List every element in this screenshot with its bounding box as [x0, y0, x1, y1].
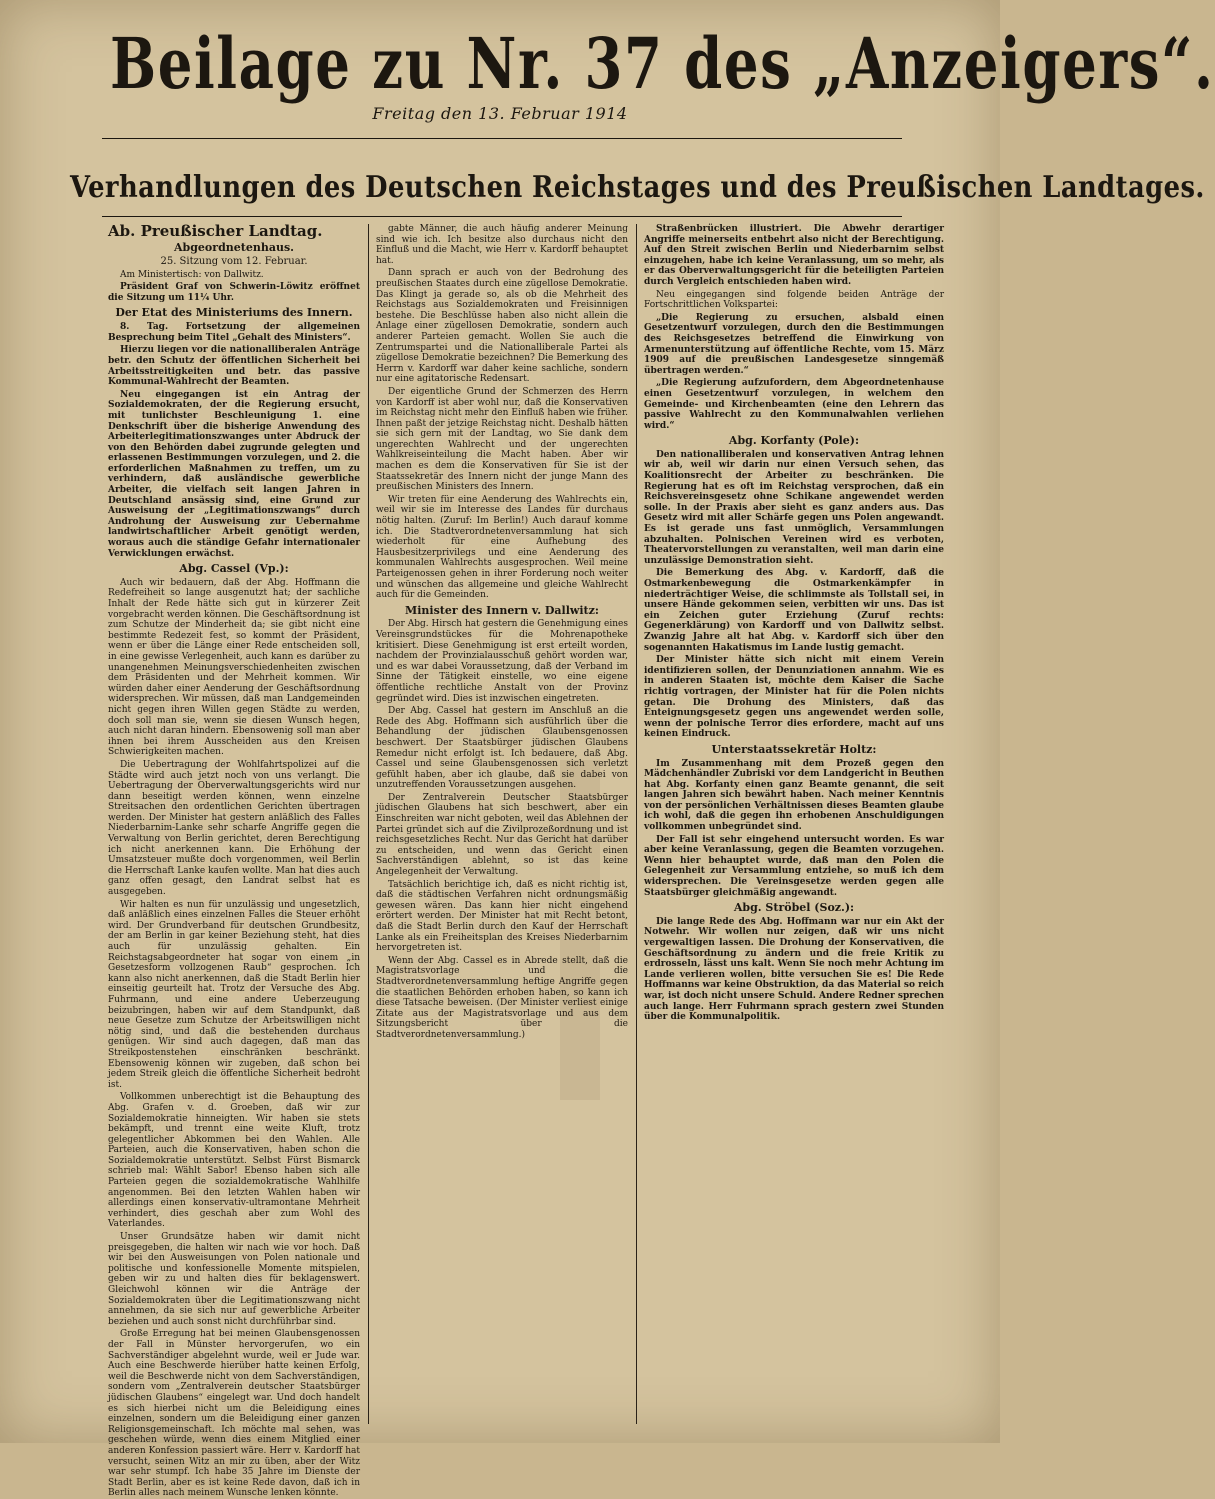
column-3 — [644, 224, 944, 1424]
column-1 — [108, 222, 360, 1499]
paragraph: Straßenbrücken illustriert. Die Abwehr derartiger Angriffe meinerseits entbehrt also nicht der Berechtigung. Auf den Streit zwischen Berlin und Niederbarnim selbst einzugehen, habe ich keine Veranlassung, um so mehr, als er das Oberverwaltungsgericht für die beteiligten Parteien durch Vergleich entschieden haben wird. — [644, 224, 944, 287]
speaker-heading: Abg. Cassel (Vp.): — [179, 562, 289, 576]
paragraph: „Die Regierung aufzufordern, dem Abgeordnetenhause einen Gesetzentwurf vorzulegen, in welchem den Gemeinde- und Kirchenbeamten (eine den Lehrern das passive Wahlrecht zu den Kommunalwahlen verliehen wird.“ — [644, 378, 944, 431]
paragraph: Wir halten es nun für unzulässig und ungesetzlich, daß anläßlich eines einzelnen Falles die Steuer erhöht wird. Der Grundverband für deutschen Grundbesitz, der am Berlin in gar keiner Beziehung steht, hat dies auch für unzulässig gehalten. Ein Reichstagsabgeordneter hat sogar von einem „in Gesetzesform vollzogenen Raub“ gesprochen. Ich kann also nicht anerkennen, daß die Stadt Berlin hier einseitig geurteilt hat. Trotz der Versuche des Abg. Fuhrmann, und eine andere Ueberzeugung beizubringen, haben wir auf dem Standpunkt, daß neue Gesetze zum Schutze der Arbeitswilligen nicht nötig sind, und daß die bestehenden durchaus genügen. Wir sind auch dagegen, daß man das Streikpostenstehen einschränken beschränkt. Ebensowenig können wir zugeben, daß schon bei jedem Streik gleich die öffentliche Sicherheit bedroht ist. — [108, 899, 360, 1090]
paragraph: Der Abg. Cassel hat gestern im Anschluß an die Rede des Abg. Hoffmann sich ausführlich über die Behandlung der jüdischen Glaubensgenossen beschwert. Der Staatsbürger jüdischen Glaubens Remedur nicht erfolgt ist. Ich bedauere, daß Abg. Cassel und seine Glaubensgenossen sich verletzt gefühlt haben, aber ich glaube, daß sie dabei von unzutreffenden Voraussetzungen ausgehen. — [376, 706, 628, 791]
column-divider — [368, 224, 369, 1424]
headline-rule — [102, 216, 902, 217]
paragraph: Dann sprach er auch von der Bedrohung des preußischen Staates durch eine zügellose Demokratie. Das Klingt ja gerade so, als ob die Mehrheit des Reichstags aus Sozialdemokraten und Freisinnigen bestehe. Die Beschlüsse haben also nicht allein die Anlage einer zügellosen Demokratie, sondern auch anderer Parteien gemacht. Wollen Sie auch die Zentrumspartei und die Nationalliberale Partei als zügellose Demokratie bezeichnen? Die Bemerkung des Herrn v. Kardorff war daher keine sachliche, sondern nur eine agitatorische Redensart. — [376, 268, 628, 385]
paragraph: Den nationalliberalen und konservativen Antrag lehnen wir ab, weil wir darin nur einen Versuch sehen, das Koalitionsrecht der Arbeiter zu beschränken. Die Regierung hat es oft im Reichstag versprochen, daß ein Reichsvereinsgesetz ohne Schikane angewendet werden solle. In der Praxis aber sieht es ganz anders aus. Das Gesetz wird mit aller Schärfe gegen uns Polen angewandt. Es ist gerade uns fast unmöglich, Versammlungen abzuhalten. Polnischen Vereinen wird es verboten, Theatervorstellungen zu veranstalten, weil man darin eine unzulässige Demonstration sieht. — [644, 449, 944, 566]
speaker-heading: Abg. Korfanty (Pole): — [728, 434, 860, 448]
paragraph: Hierzu liegen vor die nationalliberalen Anträge betr. den Schutz der öffentlichen Sicherheit bei Arbeitsstreitigkeiten und betr. das passive Kommunal-Wahlrecht der Beamten. — [108, 345, 360, 388]
ministers-line: Am Ministertisch: von Dallwitz. — [120, 269, 264, 280]
masthead-title: Beilage zu Nr. 37 des „Anzeigers“. — [110, 22, 1215, 105]
paragraph: Wenn der Abg. Cassel es in Abrede stellt, daß die Magistratsvorlage und die Stadtverordnetenversammlung heftige Angriffe gegen die staatlichen Behörden erhoben haben, so kann ich diese Tatsache beweisen. (Der Minister verliest einige Zitate aus der Magistratsvorlage und aus dem Sitzungsbericht über die Stadtverordnetenversammlung.) — [376, 955, 628, 1040]
paragraph: Der Zentralverein Deutscher Staatsbürger jüdischen Glaubens hat sich beschwert, aber ein Einschreiten war nicht geboten, weil das Ablehnen der Partei gründet sich auf die Zivilprozeßordnung und ist reichsgesetzliches Recht. Nur das Gericht hat darüber zu entscheiden, und wenn das Gericht einen Sachverständigen ablehnt, so ist das keine Angelegenheit der Verwaltung. — [376, 792, 628, 878]
page-headline: Verhandlungen des Deutschen Reichstages und des Preußischen Landtages. — [70, 170, 1205, 205]
paragraph: Im Zusammenhang mit dem Prozeß gegen den Mädchenhändler Zubriski vor dem Landgericht in Beuthen hat Abg. Korfanty einen ganz Beamte genannt, die seit langen Jahren sich bewährt haben. Nach meiner Kenntnis von der persönlichen Verhältnissen dieses Beamten glaube ich wohl, daß die gegen ihn erhobenen Anschuldigungen vollkommen unbegründet sind. — [644, 758, 944, 833]
paragraph: 8. Tag. Fortsetzung der allgemeinen Besprechung beim Titel „Gehalt des Ministers“. — [108, 322, 360, 343]
paragraph: Der eigentliche Grund der Schmerzen des Herrn von Kardorff ist aber wohl nur, daß die Konservativen im Reichstag nicht mehr den Einfluß haben wie früher. Ihnen paßt der jetzige Reichstag nicht. Deshalb hätten sie sich gern mit der Landtag, wo Sie dank dem ungerechten Wahlrecht und der ungerechten Wahlkreiseinteilung die Macht haben. Aber wir machen es dem die Konservativen für Sie ist der Staatssekretär des Innern nicht der junge Mann des preußischen Ministers des Innern. — [376, 386, 628, 493]
session-line: 25. Sitzung vom 12. Februar. — [160, 256, 308, 268]
paragraph: Auch wir bedauern, daß der Abg. Hoffmann die Redefreiheit so lange ausgenutzt hat; der sachliche Inhalt der Rede hätte sich gut in kürzerer Zeit vorgebracht werden können. Die Geschäftsordnung ist zum Schutze der Minderheit da; sie gibt nicht eine bestimmte Redezeit fest, so kommt der Präsident, wenn er über die Länge einer Rede entscheiden soll, in eine gewisse Verlegenheit, auch kann es darüber zu unangenehmen Meinungsverschiedenheiten zwischen dem Präsidenten und der Mehrheit kommen. Wir würden daher einer Aenderung der Geschäftsordnung widersprechen. Wir müssen, daß man Landgemeinden nicht gegen ihren Willen gegen Städte zu werden, doch soll man sie, wenn sie diesen Wunsch hegen, auch nicht daran hindern. Ebensowenig soll man aber ihnen bei ihrem Ausscheiden aus den Kreisen Schwierigkeiten machen. — [108, 577, 360, 758]
paragraph: Unser Grundsätze haben wir damit nicht preisgegeben, die halten wir nach wie vor hoch. Daß wir bei den Ausweisungen von Polen nationale und politische und konfessionelle Momente mitspielen, geben wir zu und halten dies für beklagenswert. Gleichwohl können wir die Anträge der Sozialdemokraten über die Legitimationszwang nicht annehmen, da sie sich nur auf gewerbliche Arbeiter beziehen und auch sonst nicht durchführbar sind. — [108, 1232, 360, 1327]
paragraph: Der Minister hätte sich nicht mit einem Verein identifizieren sollen, der Denunziationen annahm. Wie es in anderen Staaten ist, möchte dem Kaiser die Sache richtig vortragen, der Minister hat für die Polen nichts getan. Die Drohung des Ministers, daß das Enteignungsgesetz gegen uns angewendet werden solle, wenn der polnische Terror dies erfordere, macht auf uns keinen Eindruck. — [644, 655, 944, 740]
paragraph: Große Erregung hat bei meinen Glaubensgenossen der Fall in Münster hervorgerufen, wo ein Sachverständiger abgelehnt wurde, weil er Jude war. Auch eine Beschwerde hierüber hatte keinen Erfolg, weil die Beschwerde nicht von dem Sachverständigen, sondern vom „Zentralverein deutscher Staatsbürger jüdischen Glaubens“ eingelegt war. Und doch handelt es sich hierbei nicht um die Beleidigung eines einzelnen, sondern um die Beleidigung einer ganzen Religionsgemeinschaft. Ich möchte mal sehen, was geschehen würde, wenn dies einem Mitglied einer anderen Konfession passiert wäre. Herr v. Kardorff hat versucht, seinen Witz an mir zu üben, aber der Witz war sehr stumpf. Ich habe 35 Jahre im Dienste der Stadt Berlin, aber es ist keine Rede davon, daß ich in Berlin alles nach meinem Wunsche lenken könnte. — [108, 1329, 360, 1499]
section-title: Ab. Preußischer Landtag. — [108, 222, 323, 240]
paragraph: Neu eingegangen sind folgende beiden Anträge der Fortschrittlichen Volkspartei: — [644, 289, 944, 311]
speaker-heading: Unterstaatssekretär Holtz: — [711, 742, 877, 756]
paragraph: Vollkommen unberechtigt ist die Behauptung des Abg. Grafen v. d. Groeben, daß wir zur Sozialdemokratie hinneigten. Wir haben sie stets bekämpft, und trennt eine weite Kluft, trotz gelegentlicher Abkommen bei den Wahlen. Alle Parteien, auch die Konservativen, haben schon die Sozialdemokratie unterstützt. Selbst Fürst Bismarck schrieb mal: Wählt Sabor! Ebenso haben sich alle Parteien gegen die sozialdemokratische Wahlhilfe angenommen. Bei den letzten Wahlen haben wir allerdings einen konservativ-ultramontane Mehrheit verhindert, dies geschah aber zum Wohl des Vaterlandes. — [108, 1092, 360, 1230]
column-divider — [636, 224, 637, 1424]
paragraph: Tatsächlich berichtige ich, daß es nicht richtig ist, daß die städtischen Verfahren nicht ordnungsmäßig gewesen wären. Das kann hier nicht eingehend erörtert werden. Der Minister hat mit Recht betont, daß die Stadt Berlin durch den Kauf der Herrschaft Lanke als ein Freiheitsplan des Kreises Niederbarnim hervorgetreten ist. — [376, 879, 628, 954]
paragraph: Wir treten für eine Aenderung des Wahlrechts ein, weil wir sie im Interesse des Landes für durchaus nötig halten. (Zuruf: Im Berlin!) Auch darauf komme ich. Die Stadtverordnetenversammlung hat sich wiederholt für eine Aufhebung des Hausbesitzerprivilegs und eine Aenderung des kommunalen Wahlrechts ausgesprochen. Weil meine Parteigenossen gehen in ihrer Forderung noch weiter und wünschen das allgemeine und gleiche Wahlrecht auch für die Gemeinden. — [376, 494, 628, 601]
paragraph: Die lange Rede des Abg. Hoffmann war nur ein Akt der Notwehr. Wir wollen nur zeigen, daß wir uns nicht vergewaltigen lassen. Die Drohung der Konservativen, die Geschäftsordnung zu ändern und die freie Kritik zu erdrosseln, lässt uns kalt. Wenn Sie noch mehr Achtung im Lande verlieren wollen, bitte versuchen Sie es! Die Rede Hoffmanns war keine Obstruktion, da das Material so reich war, ist doch nicht unsere Schuld. Andere Redner sprechen auch lange. Herr Fuhrmann sprach gestern zwei Stunden über die Kommunalpolitik. — [644, 916, 944, 1023]
dateline: Freitag den 13. Februar 1914 — [372, 104, 628, 123]
masthead-rule — [102, 138, 902, 139]
column-2 — [376, 224, 628, 1424]
paragraph: Der Abg. Hirsch hat gestern die Genehmigung eines Vereinsgrundstückes für die Mohrenapotheke kritisiert. Diese Genehmigung ist erst erteilt worden, nachdem der Provinzialausschuß gehört worden war, und es war dabei Voraussetzung, daß der Verband im Sinne der Tätigkeit einstelle, wo eine eigene öffentliche rechtliche Anstalt von der Provinz gegründet wird. Dies ist inzwischen eingetreten. — [376, 619, 628, 704]
house-name: Abgeordnetenhaus. — [174, 240, 294, 254]
opening-line: Präsident Graf von Schwerin-Löwitz eröffnet die Sitzung um 11¼ Uhr. — [108, 282, 360, 303]
paragraph: gabte Männer, die auch häufig anderer Meinung sind wie ich. Ich besitze also durchaus nicht den Einfluß und die Macht, wie Herr v. Kardorff behauptet hat. — [376, 224, 628, 266]
paragraph: „Die Regierung zu ersuchen, alsbald einen Gesetzentwurf vorzulegen, durch den die Bestimmungen des Reichsgesetzes betreffend die Einwirkung von Armenunterstützung auf öffentliche Rechte, vom 15. März 1909 auf die preußischen Landesgesetze sinngemäß übertragen werden.“ — [644, 312, 944, 376]
speaker-heading: Minister des Innern v. Dallwitz: — [405, 603, 599, 617]
paragraph: Der Fall ist sehr eingehend untersucht worden. Es war aber keine Veranlassung, gegen die Beamten vorzugehen. Wenn hier behauptet wurde, daß man den Polen die Gelegenheit zur Versammlung entziehe, so muß ich dem widersprechen. Die Vereinsgesetze werden gegen alle Staatsbürger gleichmäßig angewandt. — [644, 834, 944, 898]
paragraph: Neu eingegangen ist ein Antrag der Sozialdemokraten, der die Regierung ersucht, mit tunlichster Beschleunigung 1. eine Denkschrift über die bisherige Anwendung des Arbeiterlegitimationszwanges unter Abdruck der von den Behörden dabei zugrunde gelegten und erlassenen Bestimmungen vorzulegen, und 2. die erforderlichen Maßnahmen zu treffen, um zu verhindern, daß ausländische gewerbliche Arbeiter, die vielfach seit langen Jahren in Deutschland ansässig sind, eine Grund zur Ausweisung der „Legitimationszwangs“ durch Androhung der Ausweisung zur Uebernahme landwirtschaftlicher Arbeit genötigt werden, woraus auch die ständige Gefahr internationaler Verwicklungen erwächst. — [108, 389, 360, 559]
topic-heading: Der Etat des Ministeriums des Innern. — [115, 305, 353, 319]
paragraph: Die Bemerkung des Abg. v. Kardorff, daß die Ostmarkenbewegung die Ostmarkenkämpfer in niederträchtiger Weise, die schlimmste als Tollstall sei, in unsere Hände gekommen seien, verbitten wir uns. Das ist ein Zeichen guter Erziehung (Zuruf rechts: Gegenerklärung) von Kardorff und von Dallwitz selbst. Zwanzig Jahre alt hat Abg. v. Kardorff sich über den sogenannten Hakatismus im Lande lustig gemacht. — [644, 568, 944, 653]
paragraph: Die Uebertragung der Wohlfahrtspolizei auf die Städte wird auch jetzt noch von uns verlangt. Die Uebertragung der Oberverwaltungsgerichts wird nur dann beseitigt werden können, wenn einzelne Streitsachen den ordentlichen Gerichten übertragen werden. Der Minister hat gestern anläßlich des Falles Niederbarnim-Lanke sehr scharfe Angriffe gegen die Verwaltung von Berlin gerichtet, deren Berechtigung ich nicht anerkennen kann. Die Erhöhung der Umsatzsteuer mußte doch vorgenommen, weil Berlin die Herrschaft Lanke kaufen wollte. Man hat dies auch ganz offen gesagt, den Landrat selbst hat es ausgegeben. — [108, 759, 360, 898]
speaker-heading: Abg. Ströbel (Soz.): — [733, 901, 855, 915]
